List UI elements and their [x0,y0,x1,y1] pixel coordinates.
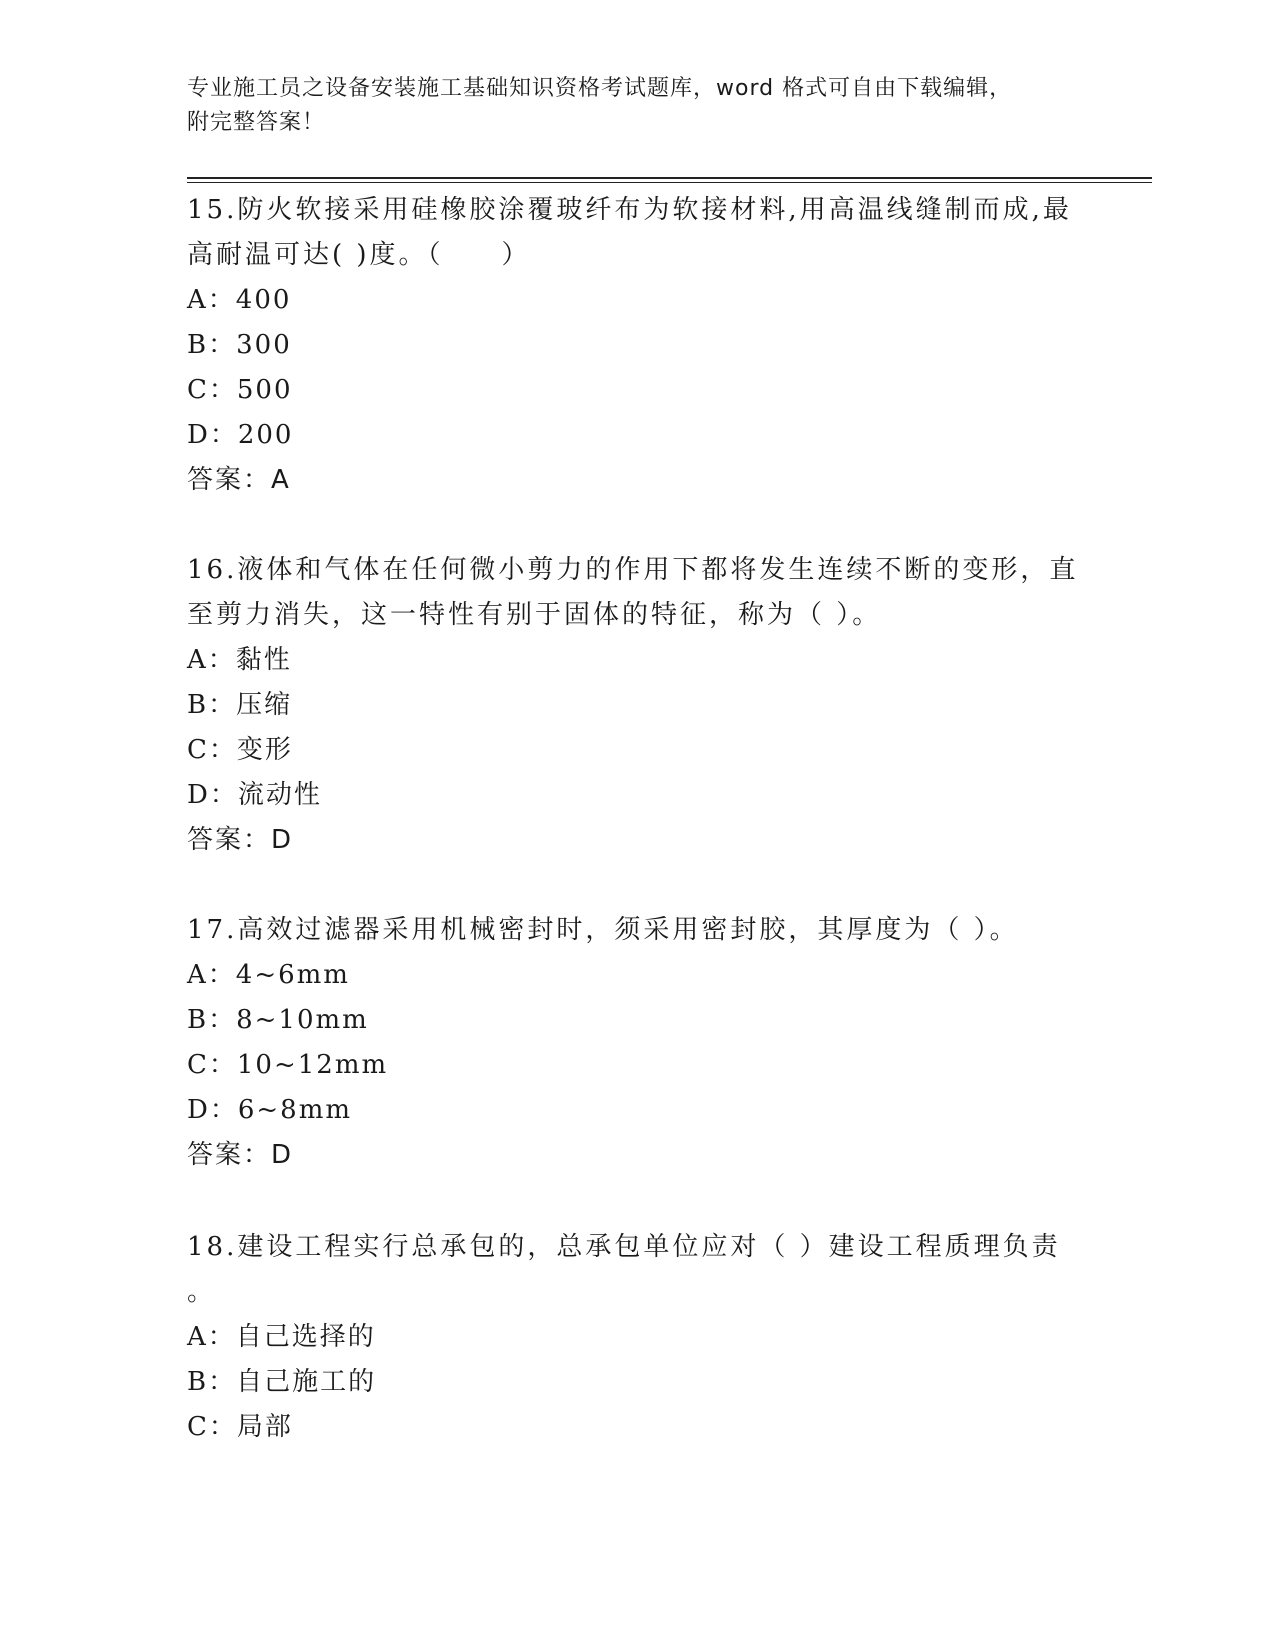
header-line-2: 附完整答案！ [187,110,326,135]
answer: 答案：A [187,465,291,495]
option-d: D：6~8mm [187,1095,353,1125]
option-b: B：压缩 [187,690,293,720]
option-a: A：4~6mm [187,960,350,990]
question-stem-continued: 至剪力消失，这一特性有别于固体的特征，称为（ ）。 [187,600,882,630]
option-b: B：300 [187,330,292,360]
question-16 [187,548,1087,863]
option-c: C：500 [187,375,293,405]
option-c: C：变形 [187,735,293,765]
option-a: A：黏性 [187,645,292,675]
option-c: C：局部 [187,1412,293,1442]
option-a: A：自己选择的 [187,1322,376,1352]
header-divider [187,177,1152,179]
option-d: D：流动性 [187,780,322,810]
question-17 [187,908,1087,1178]
document-header [187,72,1067,140]
header-line-1: 专业施工员之设备安装施工基础知识资格考试题库，word 格式可自由下载编辑， [187,76,1013,101]
answer: 答案：D [187,825,294,855]
answer: 答案：D [187,1140,294,1170]
question-18 [187,1225,1087,1450]
question-stem: 17.高效过滤器采用机械密封时，须采用密封胶，其厚度为（ ）。 [187,915,1019,945]
question-15 [187,188,1087,503]
question-stem: 18.建设工程实行总承包的，总承包单位应对（ ）建设工程质理负责 [187,1232,1061,1262]
option-a: A：400 [187,285,292,315]
option-c: C：10~12mm [187,1050,389,1080]
option-b: B：自己施工的 [187,1367,377,1397]
option-b: B：8~10mm [187,1005,369,1035]
header-divider-thin [187,182,1152,183]
question-stem: 15.防火软接采用硅橡胶涂覆玻纤布为软接材料,用高温线缝制而成,最 [187,195,1072,225]
question-stem-continued: 。 [187,1277,217,1307]
question-stem-continued: 高耐温可达( )度。（ ） [187,240,531,270]
question-stem: 16.液体和气体在任何微小剪力的作用下都将发生连续不断的变形，直 [187,555,1079,585]
option-d: D：200 [187,420,294,450]
